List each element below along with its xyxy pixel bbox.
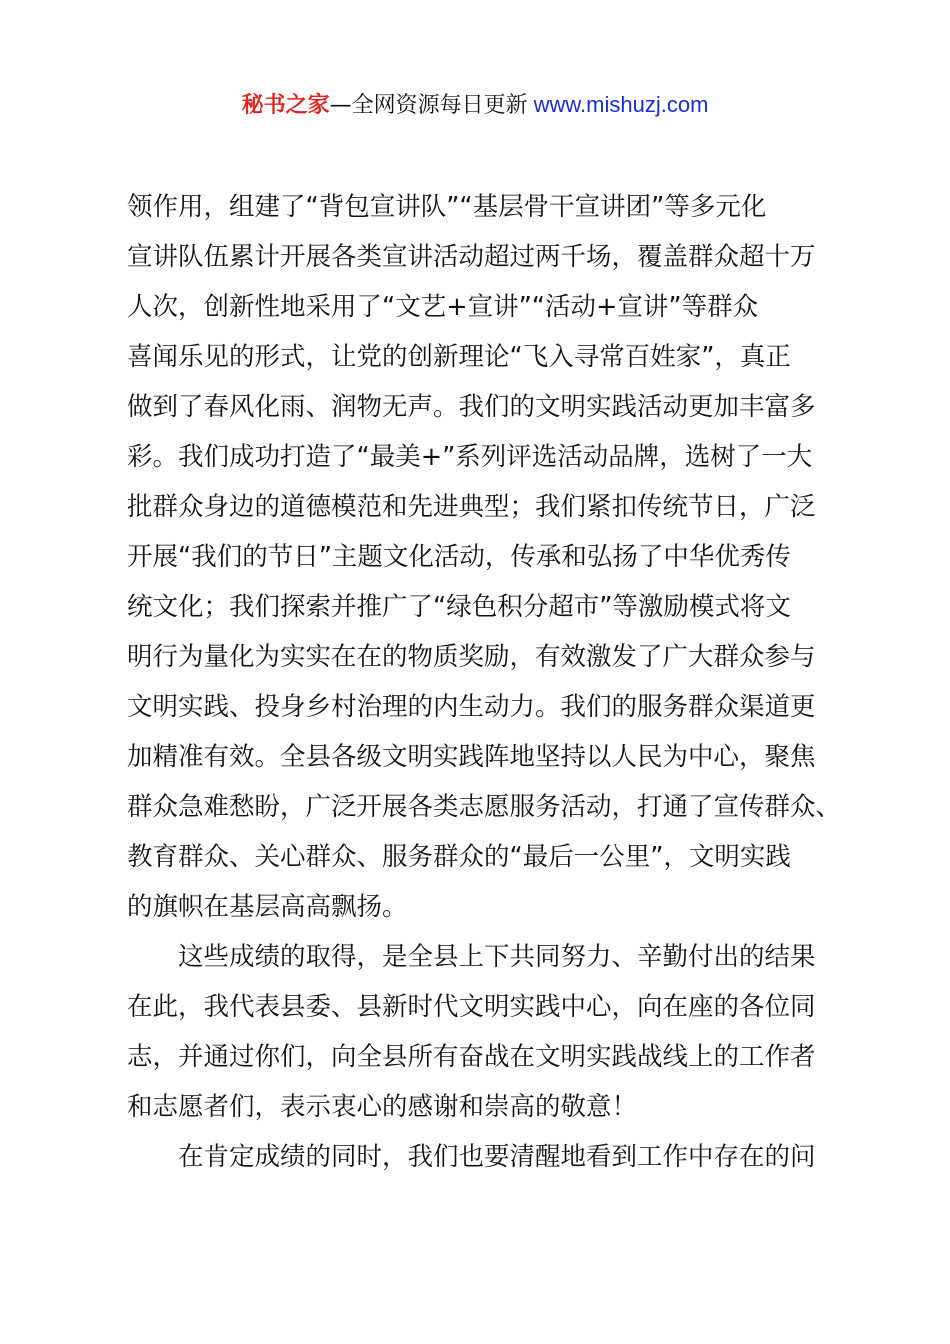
text-line: 加精准有效。全县各级文明实践阵地坚持以人民为中心，聚焦	[127, 742, 816, 772]
text-line: 开展“我们的节日”主题文化活动，传承和弘扬了中华优秀传	[127, 542, 791, 572]
text-line: 做到了春风化雨、润物无声。我们的文明实践活动更加丰富多	[127, 392, 816, 422]
text-line: 在此，我代表县委、县新时代文明实践中心，向在座的各位同	[127, 992, 816, 1022]
paragraph	[127, 182, 842, 932]
text-line: 文明实践、投身乡村治理的内生动力。我们的服务群众渠道更	[127, 692, 816, 722]
text-line: 明行为量化为实实在在的物质奖励，有效激发了广大群众参与	[127, 642, 816, 672]
text-line: 宣讲队伍累计开展各类宣讲活动超过两千场，覆盖群众超十万	[127, 242, 816, 272]
text-line: 群众急难愁盼，广泛开展各类志愿服务活动，打通了宣传群众、	[127, 792, 842, 822]
text-line: 领作用，组建了“背包宣讲队”“基层骨干宣讲团”等多元化	[127, 192, 767, 222]
text-line: 志，并通过你们，向全县所有奋战在文明实践战线上的工作者	[127, 1042, 816, 1072]
text-line: 教育群众、关心群众、服务群众的“最后一公里”，文明实践	[127, 842, 791, 872]
text-line: 人次，创新性地采用了“文艺+宣讲”“活动+宣讲”等群众	[127, 292, 759, 322]
text-line: 统文化；我们探索并推广了“绿色积分超市”等激励模式将文	[127, 592, 791, 622]
text-line: 的旗帜在基层高高飘扬。	[127, 892, 408, 922]
brand-name: 秘书之家	[241, 93, 330, 118]
paragraph	[127, 1132, 837, 1182]
text-line: 这些成绩的取得，是全县上下共同努力、辛勤付出的结果	[178, 942, 816, 972]
text-line: 批群众身边的道德模范和先进典型；我们紧扣传统节日，广泛	[127, 492, 816, 522]
page-header	[0, 88, 950, 123]
text-line: 喜闻乐见的形式，让党的创新理论“飞入寻常百姓家”，真正	[127, 342, 791, 372]
header-tagline: —全网资源每日更新	[329, 93, 528, 118]
text-line: 和志愿者们，表示衷心的感谢和崇高的敬意！	[127, 1092, 638, 1122]
text-line: 在肯定成绩的同时，我们也要清醒地看到工作中存在的问	[178, 1142, 816, 1172]
site-url-link[interactable]: www.mishuzj.com	[533, 92, 709, 117]
document-body	[127, 182, 842, 1182]
paragraph	[127, 932, 837, 1132]
text-line: 彩。我们成功打造了“最美+”系列评选活动品牌，选树了一大	[127, 442, 813, 472]
